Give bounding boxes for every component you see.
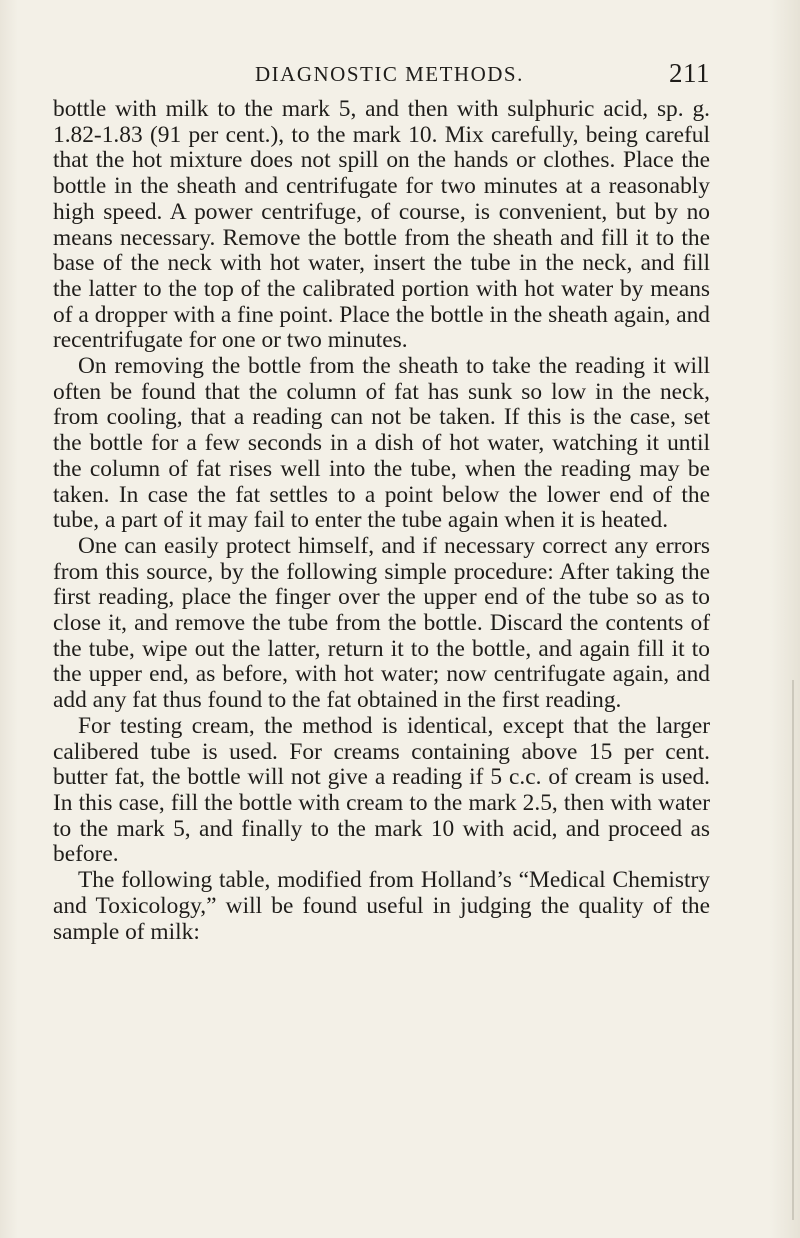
body-text — [53, 97, 710, 945]
running-head — [255, 58, 710, 92]
paragraph-continued: bottle with milk to the mark 5, and then with sulphuric acid, sp. g. 1.82-1.83 (91 per cent.), to the mark 10. Mix carefully, being careful that the hot mixture does not spill on the hands or clothes. Place the bottle in the sheath and centrifugate for two minutes at a reasonably high speed. A power centrifuge, of course, is convenient, but by no means necessary. Remove the bottle from the sheath and fill it to the base of the neck with hot water, insert the tube in the neck, and fill the latter to the top of the calibrated portion with hot water by means of a dropper with a fine point. Place the bottle in the sheath again, and recentrifugate for one or two minutes. — [53, 96, 710, 354]
page-number: 211 — [669, 58, 710, 88]
page-edge-shadow — [792, 680, 794, 1220]
paragraph-table-intro: The following table, modified from Holland’s “Medical Chemistry and Toxicology,” will be found useful in judging the quality of the sample of milk: — [53, 867, 710, 945]
chapter-title: DIAGNOSTIC METHODS. — [255, 62, 524, 86]
paragraph-reading: On removing the bottle from the sheath to take the reading it will often be found that the column of fat has sunk so low in the neck, from cooling, that a reading can not be taken. If this is the case, set the bottle for a few seconds in a dish of hot water, watching it until the column of fat rises well into the tube, when the reading may be taken. In case the fat settles to a point below the lower end of the tube, a part of it may fail to enter the tube again when it is heated. — [53, 353, 710, 534]
paragraph-correction: One can easily protect himself, and if necessary correct any errors from this source, by the following simple procedure: After taking the first reading, place the finger over the upper end of the tube so as to close it, and remove the tube from the bottle. Discard the contents of the tube, wipe out the latter, return it to the bottle, and again fill it to the upper end, as before, with hot water; now centrifugate again, and add any fat thus found to the fat obtained in the first reading. — [53, 532, 710, 714]
paragraph-cream: For testing cream, the method is identical, except that the larger calibered tube is used. For creams containing above 15 per cent. butter fat, the bottle will not give a reading if 5 c.c. of cream is used. In this case, fill the bottle with cream to the mark 2.5, then with water to the mark 5, and finally to the mark 10 with acid, and proceed as before. — [53, 712, 710, 868]
